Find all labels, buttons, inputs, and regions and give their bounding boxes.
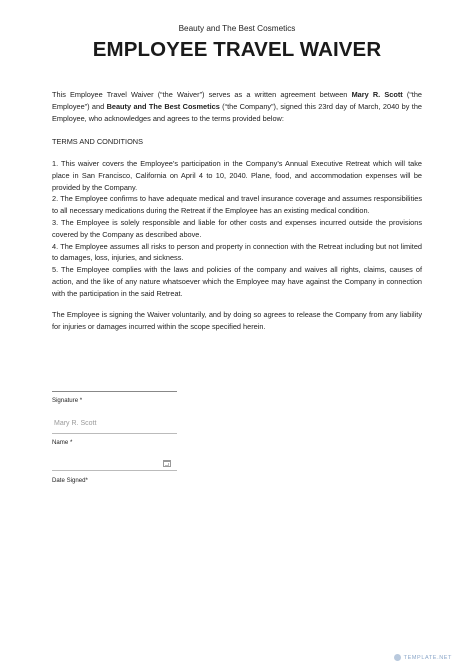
- company-name: Beauty and The Best Cosmetics: [106, 101, 220, 111]
- document-title: EMPLOYEE TRAVEL WAIVER: [92, 38, 382, 61]
- terms-list: [52, 158, 422, 300]
- name-label: Name *: [52, 439, 73, 446]
- intro-text-2: (“the Employee”) and: [52, 90, 422, 111]
- name-field[interactable]: Mary R. Scott: [54, 420, 97, 427]
- watermark-text: TEMPLATE.NET: [403, 654, 452, 661]
- name-line: [52, 433, 177, 434]
- date-signed-label: Date Signed*: [52, 477, 88, 484]
- terms-heading: TERMS AND CONDITIONS: [52, 137, 143, 146]
- signature-line[interactable]: [52, 391, 177, 392]
- template-watermark: [394, 654, 452, 661]
- employee-name: Mary R. Scott: [351, 90, 403, 99]
- intro-paragraph: [52, 89, 422, 124]
- calendar-icon[interactable]: [163, 460, 171, 467]
- term-item-4: 4. The Employee assumes all risks to person and property in connection with the Retreat including but not limited to damages, loss, injuries, and sickness.: [52, 241, 422, 263]
- term-item-2: 2. The Employee confirms to have adequate medical and travel insurance coverage and assumes responsibilities to all necessary medications during the Retreat if the Employee has an existing medical condition.: [52, 194, 422, 216]
- signature-label: Signature *: [52, 397, 83, 404]
- term-item-1: 1. This waiver covers the Employee’s participation in the Company’s Annual Executive Retreat which will take place in San Francisco, California on April 4 to 10, 2040. Plane, food, and accommodation expenses will be provided by the Company.: [52, 159, 422, 192]
- company-name-header: Beauty and The Best Cosmetics: [178, 24, 296, 33]
- term-item-3: 3. The Employee is solely responsible and liable for other costs and expenses incurred outside the provisions covered by the Company as described above.: [52, 217, 422, 239]
- intro-text-3: (“the Company”), signed this 23rd day of March, 2040 by the Employee, who acknowledges and agrees to the terms provided below:: [52, 101, 422, 123]
- term-item-5: 5. The Employee complies with the laws and policies of the company and waives all rights, claims, causes of action, and the like of any nature whatsoever which the Employee may have against the Company in connection with the participation in the said Retreat.: [52, 265, 422, 298]
- date-signed-field[interactable]: [52, 458, 177, 471]
- intro-text-1: This Employee Travel Waiver (“the Waiver”) serves as a written agreement between: [52, 90, 352, 99]
- template-logo-icon: [394, 654, 401, 661]
- closing-paragraph: The Employee is signing the Waiver voluntarily, and by doing so agrees to release the Company from any liability for injuries or damages incurred within the scope specified herein.: [52, 310, 422, 331]
